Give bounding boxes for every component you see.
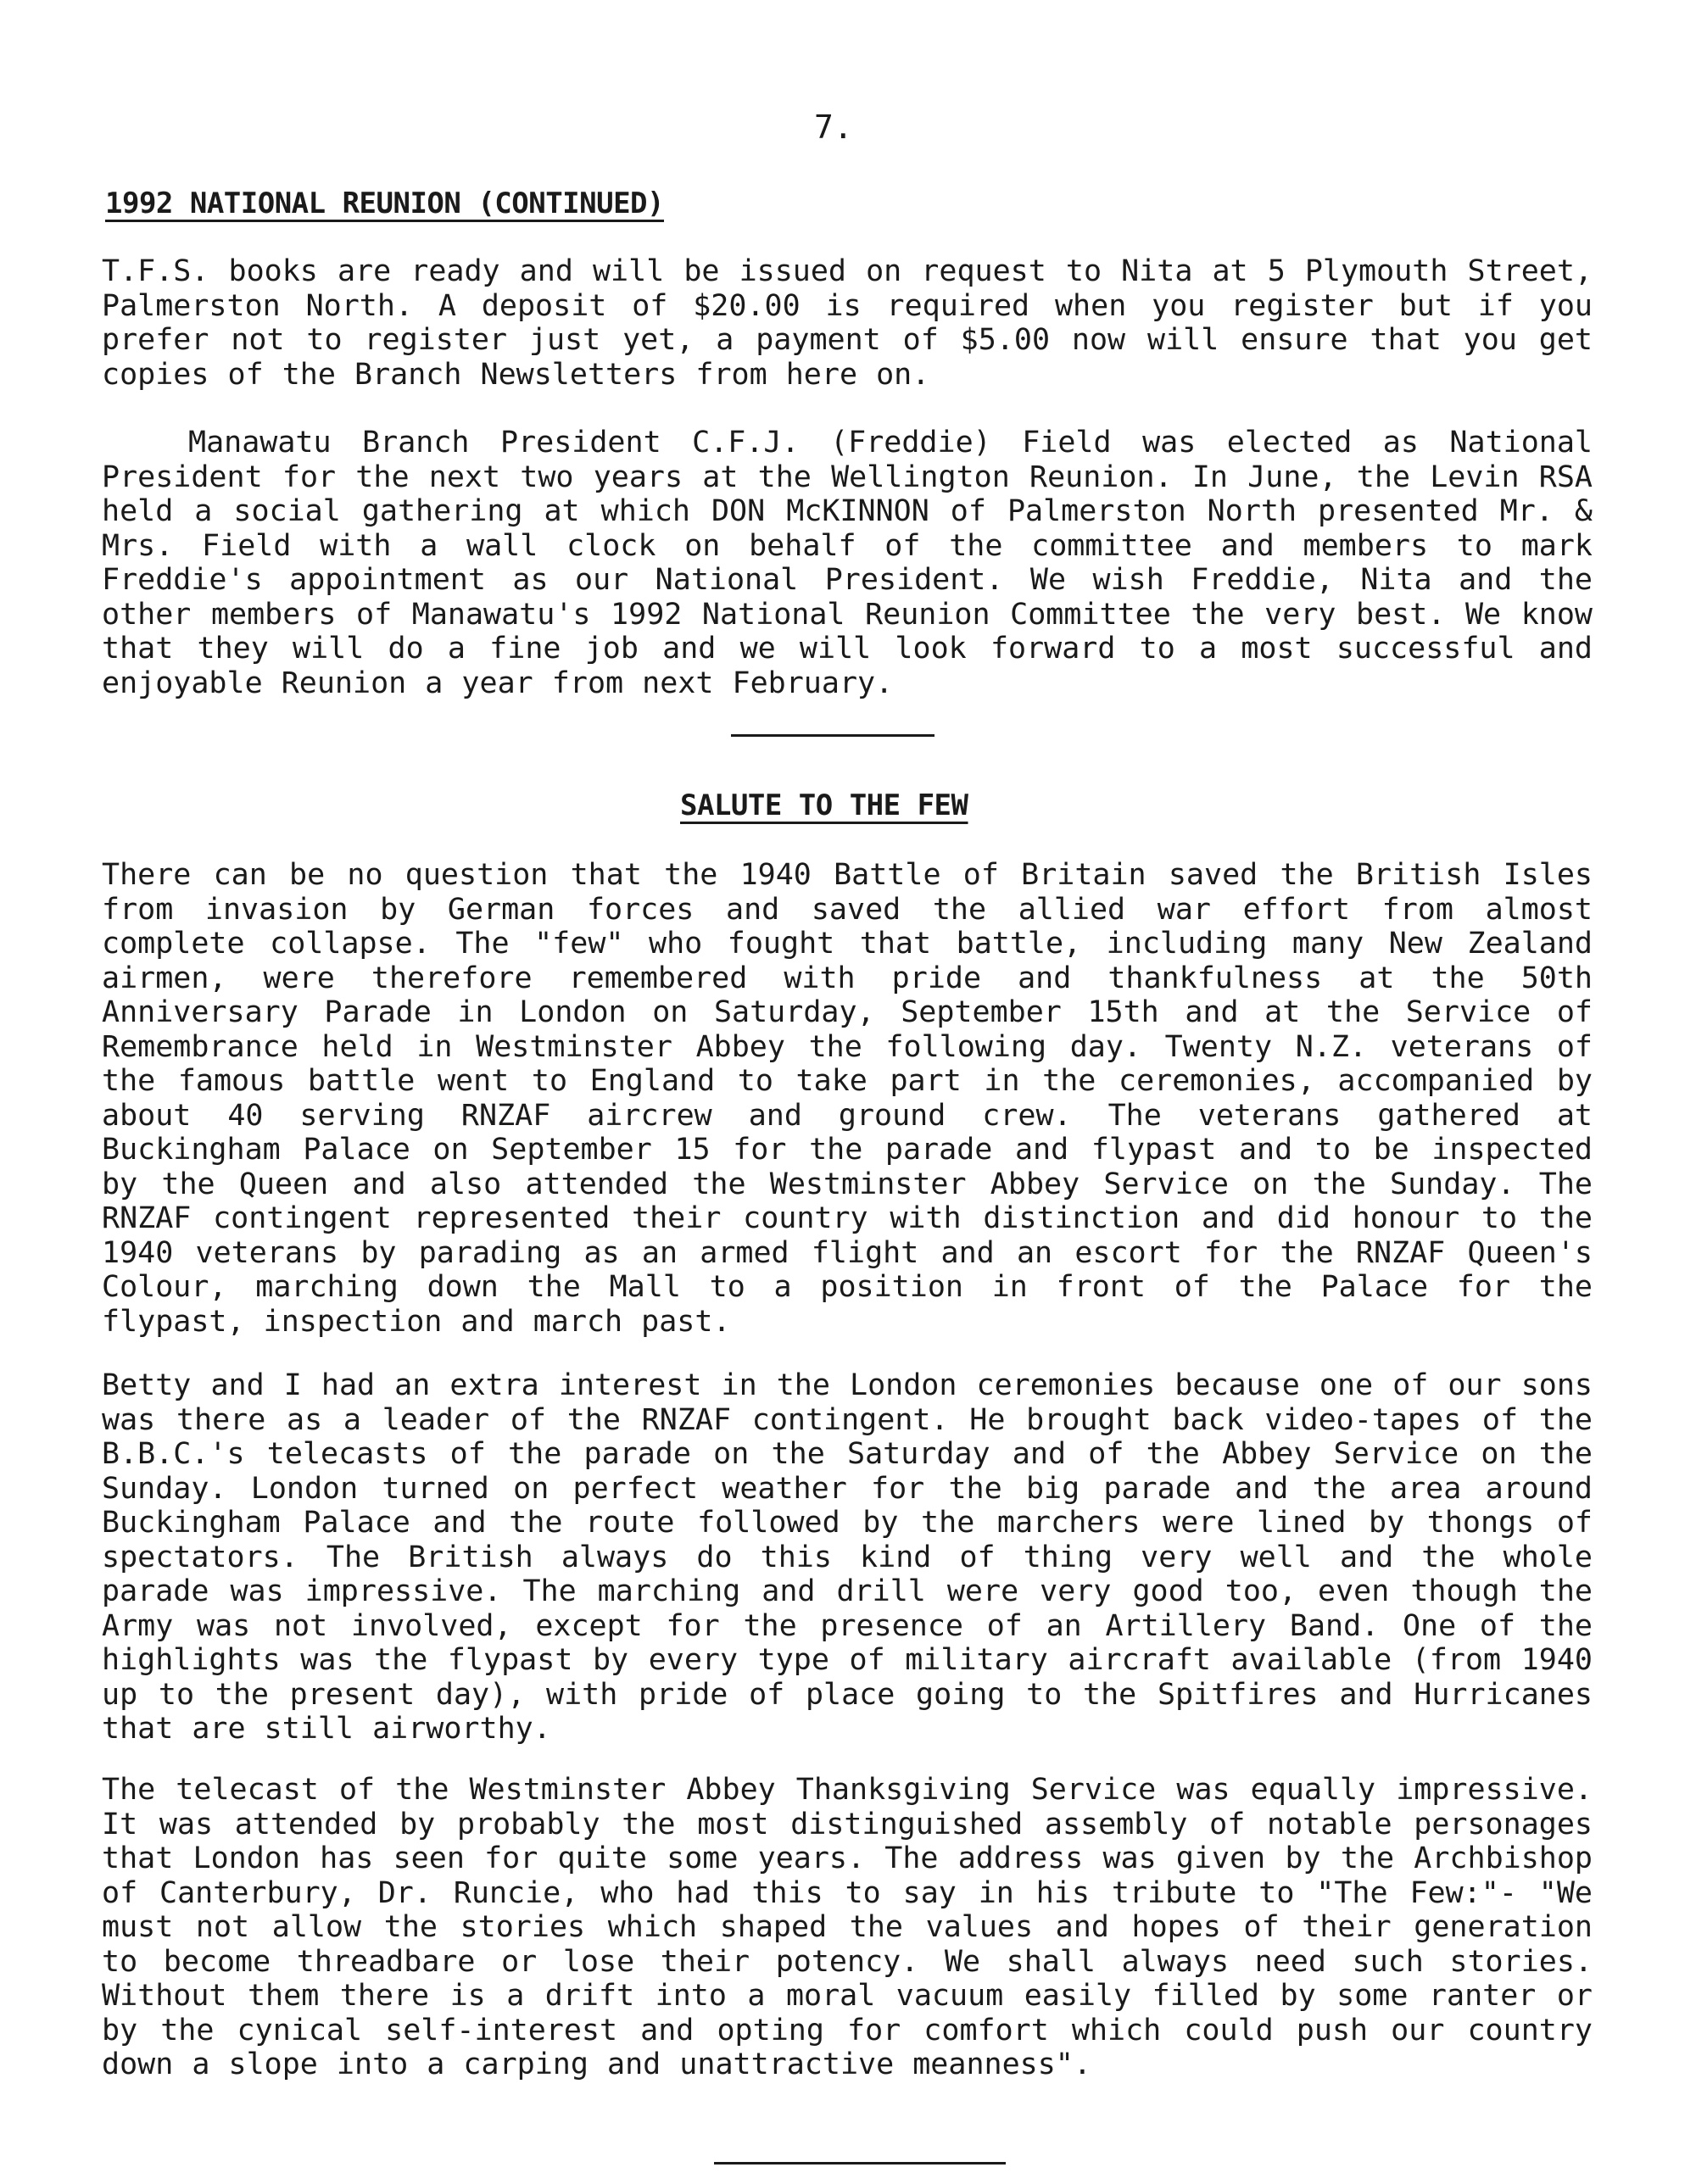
paragraph-battle-of-britain: There can be no question that the 1940 Battle of Britain saved the British Isles from invasion by German forces and saved the allied war effort from almost complete collapse. The "few" who fought that battle, including many New Zealand airmen, were therefore remembered with pride and thankfulness at the 50th Anniversary Parade in London on Saturday, September 15th and at the Service of Remembrance held in Westminster Abbey the following day. Twenty N.Z. veterans of the famous battle went to England to take part in the ceremonies, accompanied by about 40 serving RNZAF aircrew and ground crew. The veterans gathered at Buckingham Palace on September 15 for the parade and flypast and to be inspected by the Queen and also attended the Westminster Abbey Service on the Sunday. The RNZAF contingent represented their country with distinction and did honour to the 1940 veterans by parading as an armed flight and an escort for the RNZAF Queen's Colour, marching down the Mall to a position in front of the Palace for the flypast, inspection and march past. <box>102 858 1593 1339</box>
section-heading-reunion: 1992 NATIONAL REUNION (CONTINUED) <box>105 187 665 220</box>
divider-rule <box>731 734 934 737</box>
paragraph-london-ceremonies: Betty and I had an extra interest in the London ceremonies because one of our sons was there as a leader of the RNZAF contingent. He brought back video-tapes of the B.B.C.'s telecasts of the parade on the Saturday and of the Abbey Service on the Sunday. London turned on perfect weather for the big parade and the area around Buckingham Palace and the route followed by the marchers were lined by thongs of spectators. The British always do this kind of thing very well and the whole parade was impressive. The marching and drill were very good too, even though the Army was not involved, except for the presence of an Artillery Band. One of the highlights was the flypast by every type of military aircraft available (from 1940 up to the present day), with pride of place going to the Spitfires and Hurricanes that are still airworthy. <box>102 1368 1593 1746</box>
paragraph-abbey-service: The telecast of the Westminster Abbey Thanksgiving Service was equally impressive. It was attended by probably the most distinguished assembly of notable personages that London has seen for quite some years. The address was given by the Archbishop of Canterbury, Dr. Runcie, who had this to say in his tribute to "The Few:"- "We must not allow the stories which shaped the values and hopes of their generation to become threadbare or lose their potency. We shall always need such stories. Without them there is a drift into a moral vacuum easily filled by some ranter or by the cynical self-interest and opting for comfort which could push our country down a slope into a carping and unattractive meanness". <box>102 1773 1593 2081</box>
paragraph-tfs-books: T.F.S. books are ready and will be issued on request to Nita at 5 Plymouth Street, Palmerston North. A deposit of $20.00 is required when you register but if you prefer not to register just yet, a payment of $5.00 now will ensure that you get copies of the Branch Newsletters from here on. <box>102 254 1593 392</box>
paragraph-national-president: Manawatu Branch President C.F.J. (Freddie) Field was elected as National President for the next two years at the Wellington Reunion. In June, the Levin RSA held a social gathering at which DON McKINNON of Palmerston North presented Mr. & Mrs. Field with a wall clock on behalf of the committee and members to mark Freddie's appointment as our National President. We wish Freddie, Nita and the other members of Manawatu's 1992 National Reunion Committee the very best. We know that they will do a fine job and we will look forward to a most successful and enjoyable Reunion a year from next February. <box>102 426 1593 700</box>
page-number: 7. <box>814 109 853 146</box>
divider-rule-bottom <box>714 2162 1006 2164</box>
section-heading-salute: SALUTE TO THE FEW <box>680 788 968 822</box>
